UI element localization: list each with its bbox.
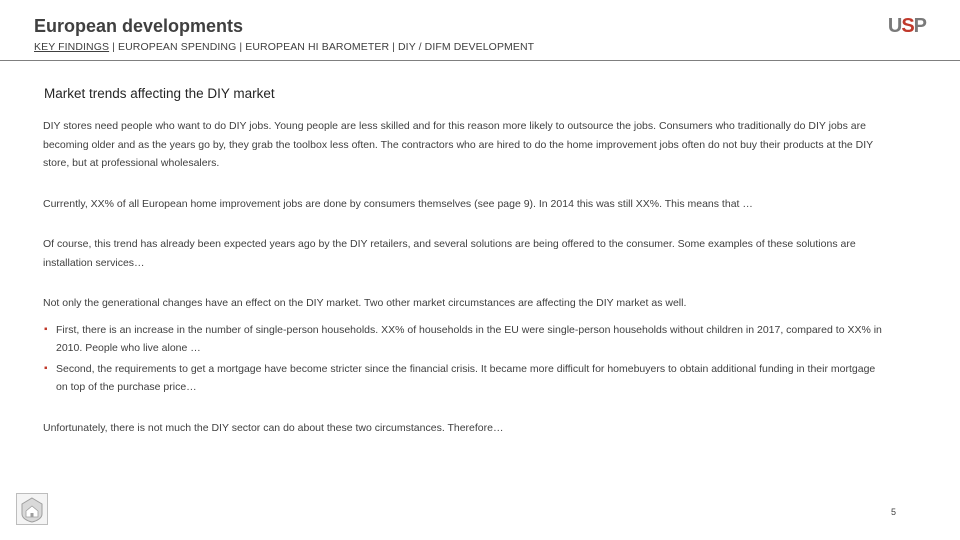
bullet-list — [43, 321, 883, 397]
breadcrumb-diy-difm-development[interactable]: DIY / DIFM DEVELOPMENT — [398, 41, 535, 53]
house-shield-icon — [16, 493, 48, 525]
paragraph: Not only the generational changes have an effect on the DIY market. Two other market circumstances are affecting the DIY market as well. — [43, 297, 687, 309]
list-item — [43, 321, 883, 358]
list-item-text: First, there is an increase in the number of single-person households. XX% of households in the EU were single-person households without children in 2017, compared to XX% in 2010. People who live alone … — [56, 323, 882, 354]
logo-letter: U — [887, 15, 902, 37]
header-divider — [0, 60, 960, 61]
main-content — [43, 86, 883, 459]
breadcrumb-separator: | — [389, 41, 398, 53]
list-item-text: Second, the requirements to get a mortgage have become stricter since the financial crisis. It became more difficult for homebuyers to obtain additional funding in their mortgage on top of the purchase price… — [56, 362, 876, 393]
breadcrumb-european-spending[interactable]: EUROPEAN SPENDING — [117, 41, 237, 53]
breadcrumb-key-findings[interactable]: KEY FINDINGS — [34, 41, 110, 53]
paragraph: Currently, XX% of all European home improvement jobs are done by consumers themselves (see page 9). In 2014 this was still XX%. This means that … — [43, 197, 753, 210]
list-item — [43, 360, 883, 397]
logo-letter: P — [913, 15, 926, 37]
page-title: European developments — [34, 16, 244, 36]
page-number: 5 — [890, 507, 896, 517]
logo-letter-accent: S — [901, 15, 914, 37]
paragraph: DIY stores need people who want to do DIY jobs. Young people are less skilled and for this reason more likely to outsource the jobs. Consumers who traditionally do DIY jobs are becoming older and as the years go by, they grab the toolbox less often. The contractors who are hired to do the home improvement jobs often do not buy their products at the DIY store, but at professional wholesalers. — [43, 120, 873, 169]
paragraph: Of course, this trend has already been expected years ago by the DIY retailers, and several solutions are being offered to the consumer. Some examples of these solutions are installation services… — [43, 238, 856, 269]
bullet-icon: ▪ — [44, 362, 48, 374]
breadcrumb-european-hi-barometer[interactable]: EUROPEAN HI BAROMETER — [245, 41, 390, 53]
breadcrumb-separator: | — [236, 41, 246, 53]
section-title: Market trends affecting the DIY market — [44, 86, 275, 101]
breadcrumb — [34, 41, 534, 53]
bullet-icon: ▪ — [44, 323, 48, 335]
usp-logo — [888, 15, 926, 38]
breadcrumb-separator: | — [109, 41, 118, 53]
closing-paragraph: Unfortunately, there is not much the DIY sector can do about these two circumstances. Therefore… — [43, 421, 504, 434]
house-shield-icon-graphic — [17, 494, 47, 524]
